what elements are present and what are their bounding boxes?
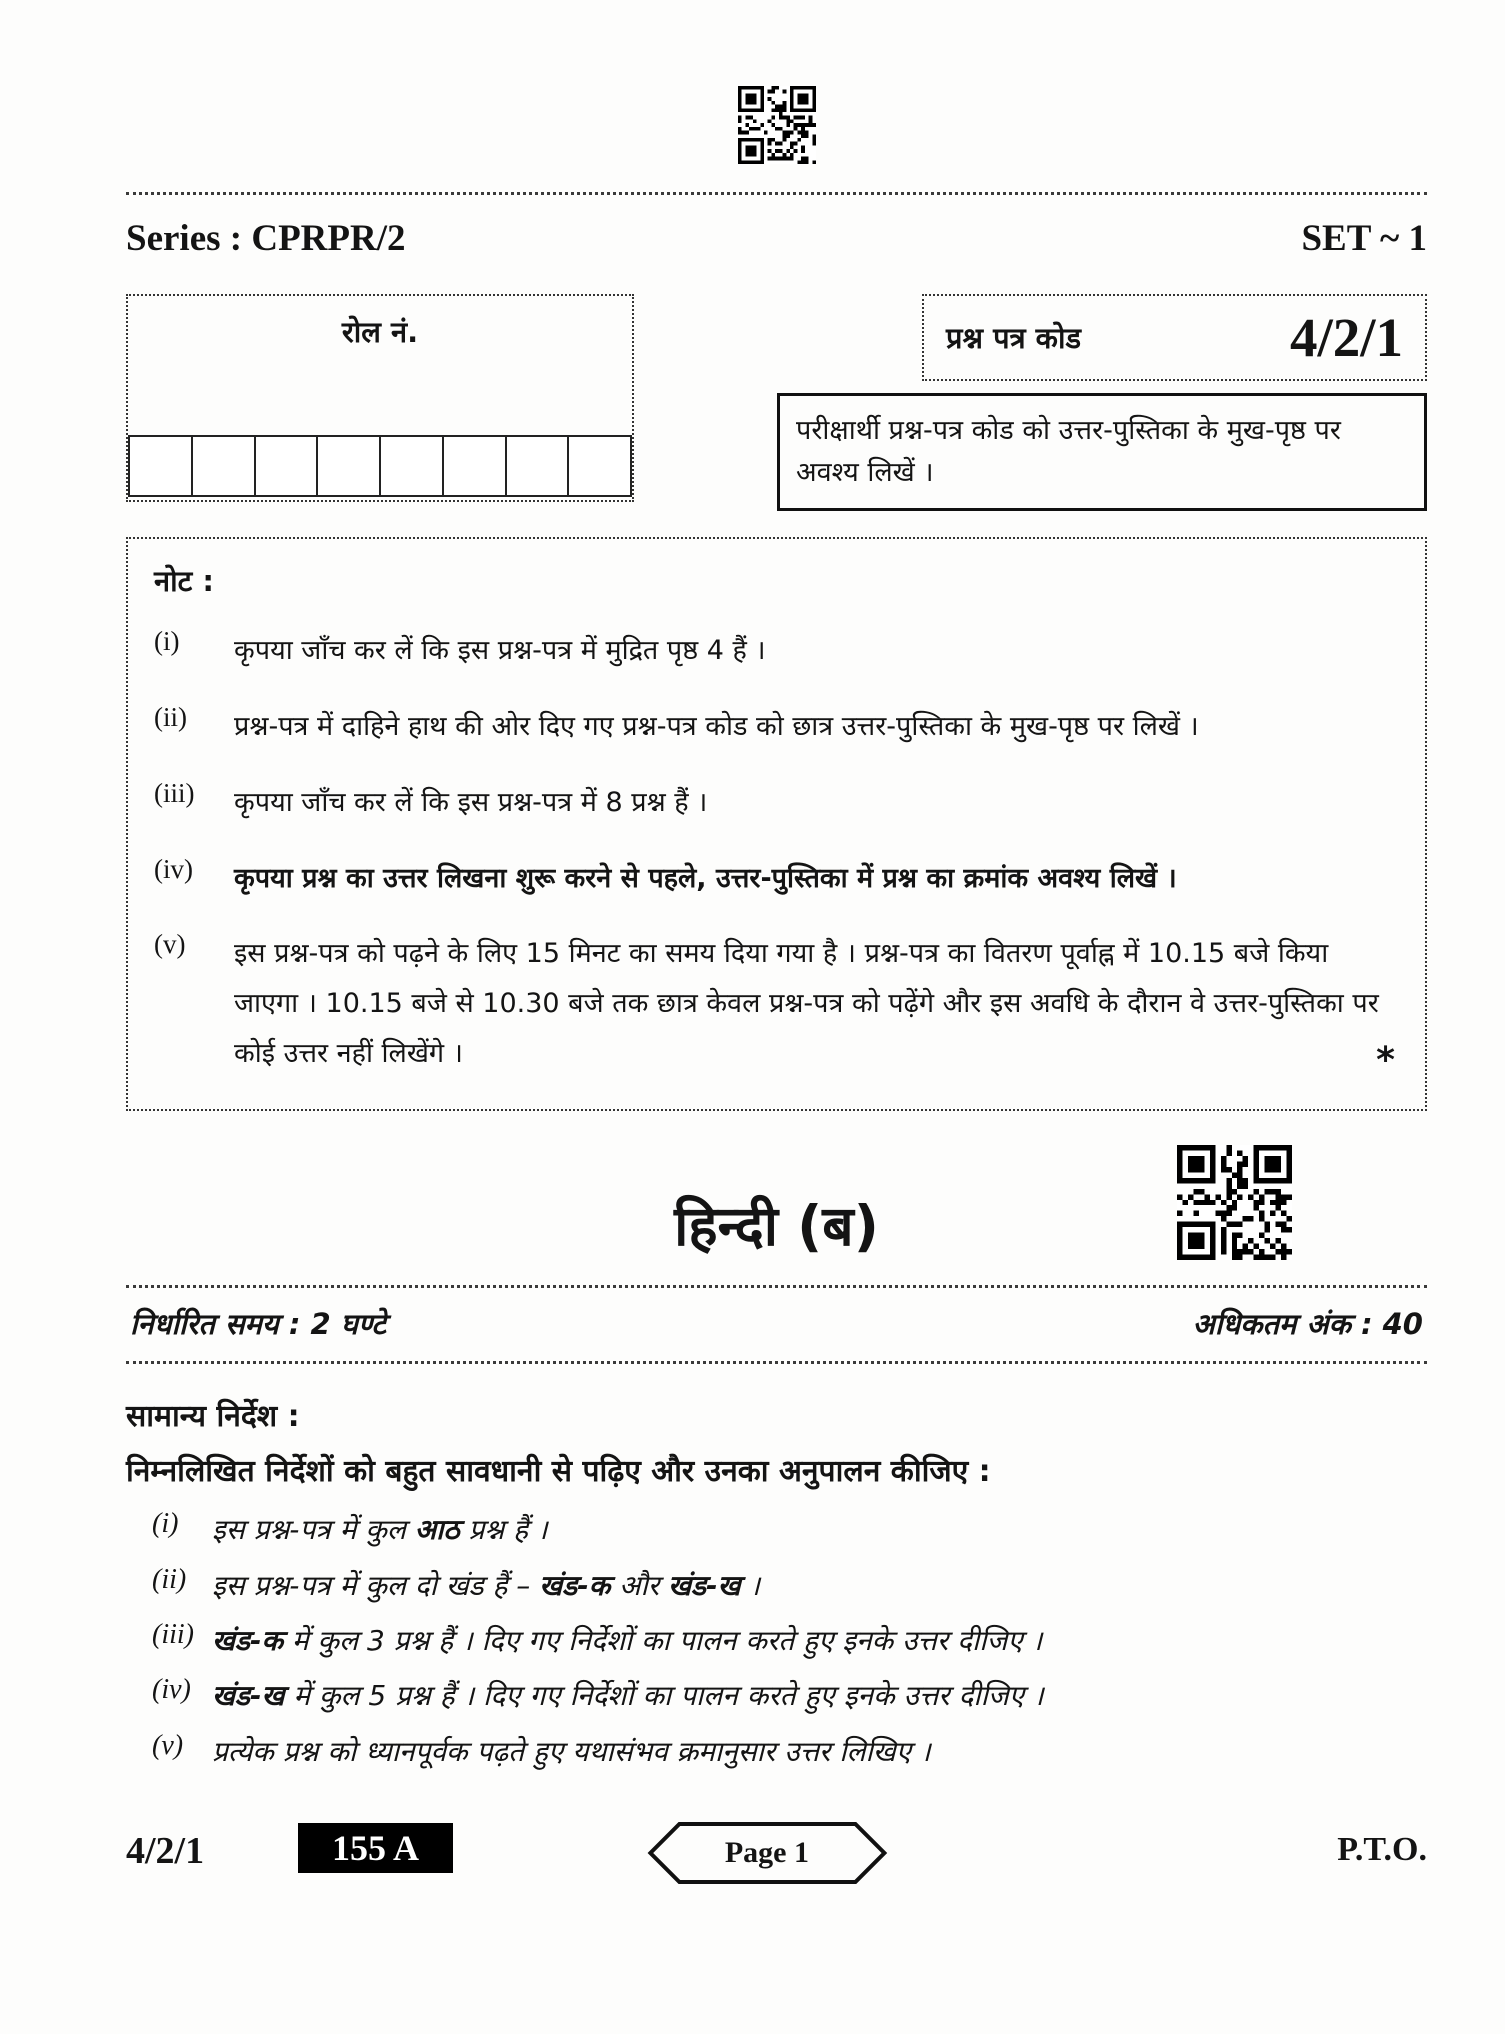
dotted-divider bbox=[126, 1361, 1427, 1364]
general-list bbox=[126, 1508, 1427, 1773]
candidate-instruction-box bbox=[777, 393, 1427, 511]
asterisk-mark: * bbox=[1376, 1040, 1395, 1082]
general-instructions bbox=[126, 1394, 1427, 1773]
page-number-label: Page 1 bbox=[724, 1836, 809, 1870]
general-instruction-item bbox=[126, 1730, 1427, 1773]
note-item-text: कृपया जाँच कर लें कि इस प्रश्न-पत्र में मुद्रित पृष्ठ 4 हैं । bbox=[234, 634, 766, 666]
series-row bbox=[126, 217, 1427, 260]
general-instruction-item bbox=[126, 1674, 1427, 1717]
roll-number-cell bbox=[254, 435, 319, 497]
qr-code-icon bbox=[738, 86, 816, 164]
general-item-text: खंड-क में कुल 3 प्रश्न हैं । दिए गए निर्देशों का पालन करते हुए इनके उत्तर दीजिए । bbox=[212, 1624, 1043, 1658]
paper-code-value: 4/2/1 bbox=[1289, 307, 1403, 368]
max-marks-label: अधिकतम अंक : 40 bbox=[1192, 1307, 1423, 1342]
roll-number-cells bbox=[128, 435, 632, 497]
paper-code-label: प्रश्न पत्र कोड bbox=[946, 321, 1081, 355]
roll-number-cell bbox=[379, 435, 444, 497]
title-row bbox=[126, 1145, 1427, 1285]
roll-number-cell bbox=[505, 435, 570, 497]
note-heading: नोट : bbox=[154, 563, 214, 598]
footer-paper-code: 4/2/1 bbox=[126, 1830, 205, 1873]
series-label: Series : CPRPR/2 bbox=[126, 218, 406, 259]
note-item-number: (iii) bbox=[154, 777, 195, 808]
note-item-number: (v) bbox=[154, 929, 186, 960]
time-marks-row bbox=[126, 1288, 1427, 1361]
note-item bbox=[154, 702, 1395, 752]
note-list bbox=[154, 626, 1395, 1080]
general-item-text: इस प्रश्न-पत्र में कुल दो खंड हैं – खंड-क और खंड-ख । bbox=[212, 1568, 761, 1602]
roll-number-cell bbox=[316, 435, 381, 497]
top-boxes-row bbox=[126, 294, 1427, 511]
general-instructions-subheading: निम्नलिखित निर्देशों को बहुत सावधानी से पढ़िए और उनका अनुपालन कीजिए : bbox=[126, 1454, 991, 1490]
roll-number-cell bbox=[128, 435, 193, 497]
note-box bbox=[126, 537, 1427, 1112]
note-item-text: प्रश्न-पत्र में दाहिने हाथ की ओर दिए गए प्रश्न-पत्र कोड को छात्र उत्तर-पुस्तिका के मुख-पृष्ठ पर लिखें । bbox=[234, 710, 1199, 742]
batch-code-badge: 155 A bbox=[298, 1823, 453, 1873]
note-item bbox=[154, 778, 1395, 828]
roll-number-box bbox=[126, 294, 634, 502]
roll-number-cell bbox=[191, 435, 256, 497]
general-item-number: (v) bbox=[152, 1729, 184, 1761]
footer-row bbox=[126, 1821, 1427, 1895]
page-indicator bbox=[647, 1821, 887, 1885]
set-label: SET ~ 1 bbox=[1301, 218, 1427, 259]
qr-code-icon bbox=[1177, 1145, 1292, 1260]
roll-number-label: रोल नं. bbox=[341, 315, 419, 349]
general-item-number: (i) bbox=[152, 1508, 179, 1540]
paper-title: हिन्दी (ब) bbox=[674, 1194, 879, 1259]
paper-code-box bbox=[922, 294, 1427, 381]
note-item bbox=[154, 929, 1395, 1082]
general-item-text: प्रत्येक प्रश्न को ध्यानपूर्वक पढ़ते हुए यथासंभव क्रमानुसार उत्तर लिखिए । bbox=[212, 1734, 931, 1768]
note-item bbox=[154, 626, 1395, 676]
time-allowed-label: निर्धारित समय : 2 घण्टे bbox=[130, 1307, 386, 1342]
note-item-text: कृपया प्रश्न का उत्तर लिखना शुरू करने से पहले, उत्तर-पुस्तिका में प्रश्न का क्रमांक अवश्य लिखें । bbox=[234, 862, 1177, 894]
general-instruction-item bbox=[126, 1564, 1427, 1607]
general-instruction-item bbox=[126, 1508, 1427, 1551]
dotted-divider bbox=[126, 192, 1427, 195]
roll-number-cell bbox=[567, 435, 632, 497]
note-item-number: (iv) bbox=[154, 853, 193, 884]
general-instructions-heading: सामान्य निर्देश : bbox=[126, 1399, 300, 1435]
top-qr-wrap bbox=[126, 86, 1427, 168]
note-item-number: (i) bbox=[154, 625, 180, 656]
candidate-instruction-text: परीक्षार्थी प्रश्न-पत्र कोड को उत्तर-पुस्तिका के मुख-पृष्ठ पर अवश्य लिखें । bbox=[796, 415, 1341, 488]
general-item-text: इस प्रश्न-पत्र में कुल आठ प्रश्न हैं । bbox=[212, 1513, 548, 1547]
general-item-number: (iv) bbox=[152, 1674, 191, 1706]
general-instruction-item bbox=[126, 1619, 1427, 1662]
paper-code-column bbox=[777, 294, 1427, 511]
note-item-text: इस प्रश्न-पत्र को पढ़ने के लिए 15 मिनट का समय दिया गया है । प्रश्न-पत्र का वितरण पूर्वाह्न में 10.15 बजे किया जाएगा । 10.15 बजे से 10.30 बजे तक छात्र केवल प्रश्न-पत्र को पढ़ेंगे और इस अवधि के दौरान वे उत्तर-पुस्तिका पर कोई उत्तर नहीं लिखेंगे । * bbox=[234, 938, 1395, 1082]
general-item-number: (ii) bbox=[152, 1563, 187, 1595]
note-item-text: कृपया जाँच कर लें कि इस प्रश्न-पत्र में 8 प्रश्न हैं । bbox=[234, 786, 708, 818]
pto-label: P.T.O. bbox=[1337, 1831, 1427, 1869]
roll-number-cell bbox=[442, 435, 507, 497]
note-item bbox=[154, 854, 1395, 904]
general-item-number: (iii) bbox=[152, 1619, 194, 1651]
note-item-number: (ii) bbox=[154, 701, 187, 732]
general-item-text: खंड-ख में कुल 5 प्रश्न हैं । दिए गए निर्देशों का पालन करते हुए इनके उत्तर दीजिए । bbox=[212, 1679, 1044, 1713]
